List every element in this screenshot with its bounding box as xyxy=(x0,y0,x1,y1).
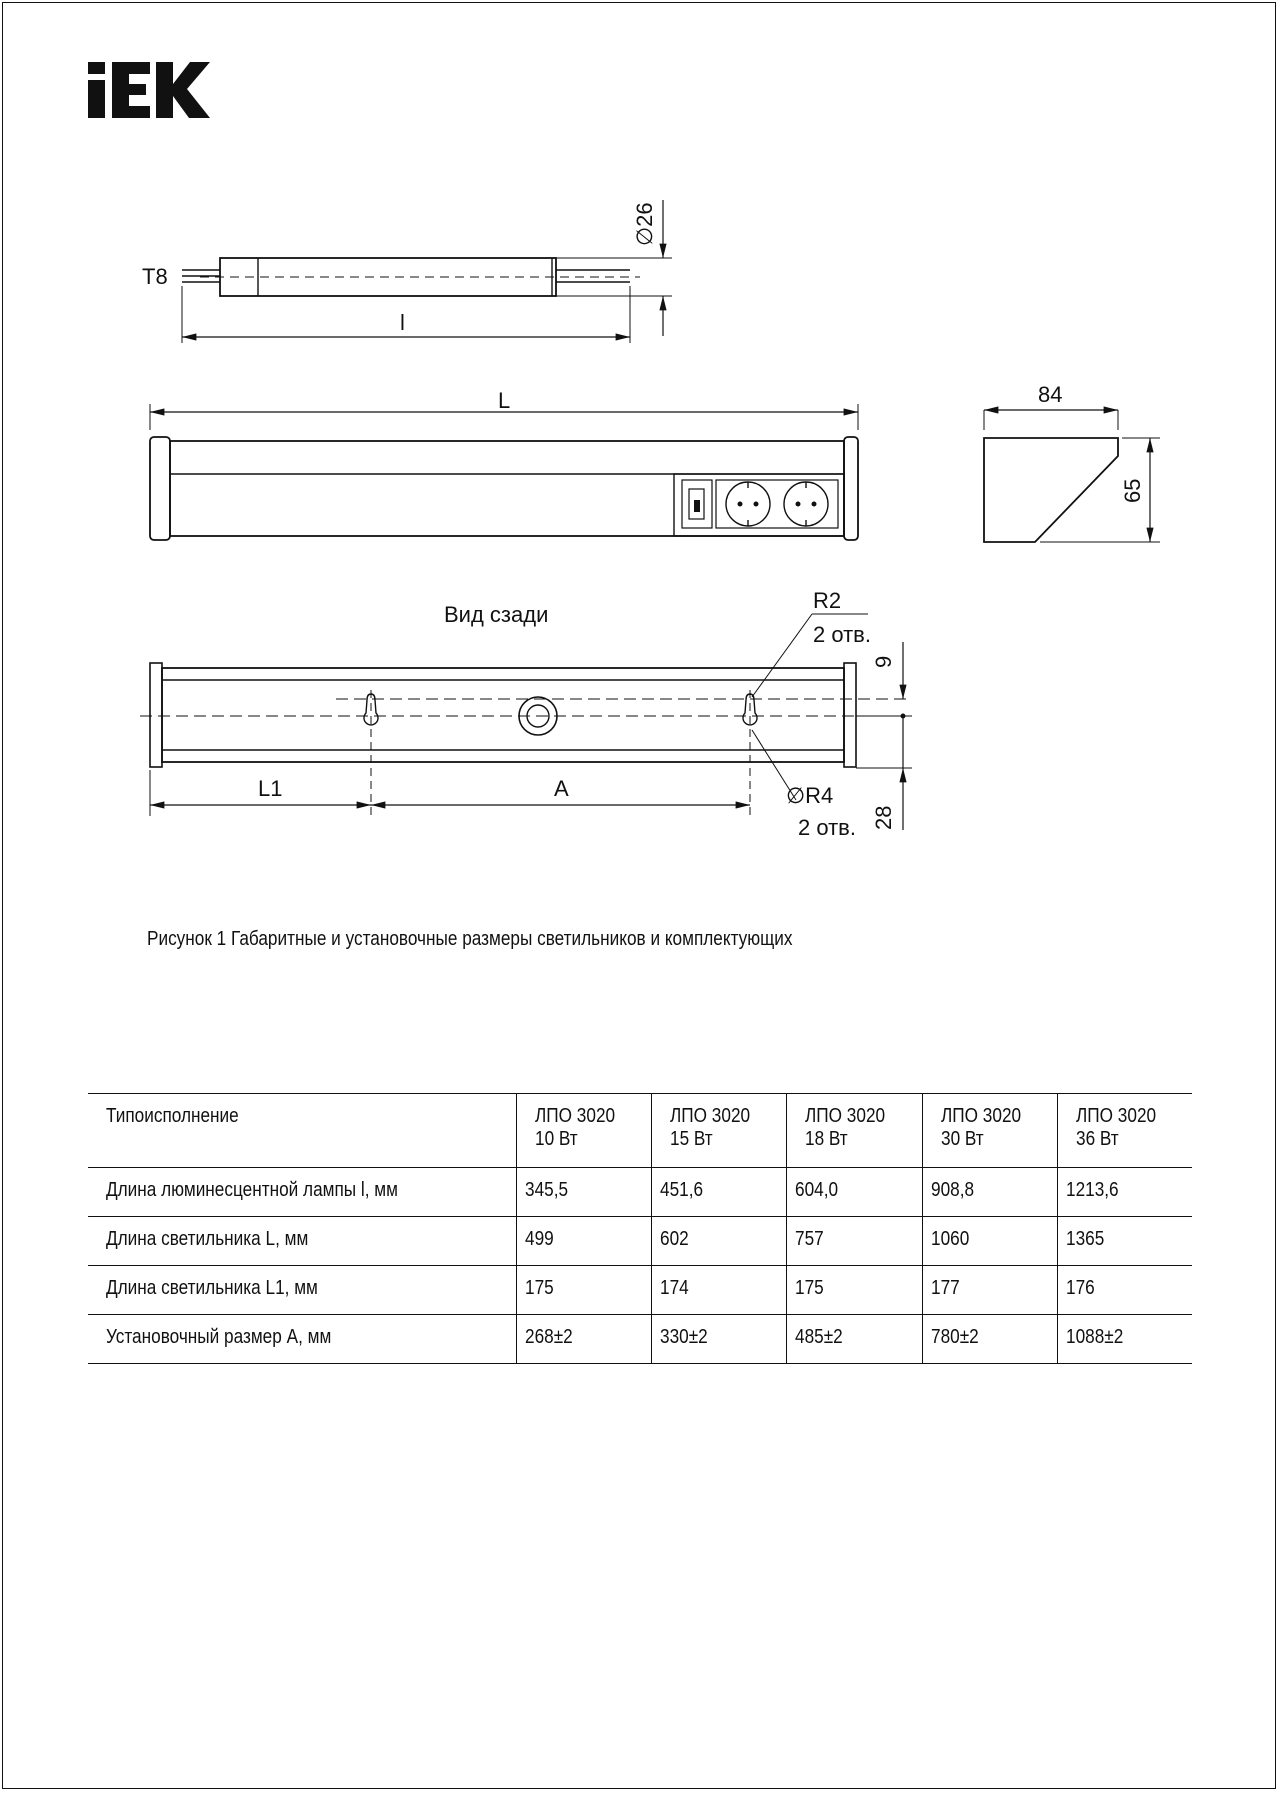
value-cell: 177 xyxy=(922,1266,1057,1315)
value-cell: 604,0 xyxy=(787,1168,922,1217)
rear-offset-label: 9 xyxy=(871,655,896,668)
hole-bottom-count: 2 отв. xyxy=(798,815,856,840)
value-cell: 1365 xyxy=(1057,1217,1192,1266)
luminaire-length-label: L xyxy=(498,388,511,413)
side-width-label: 84 xyxy=(1038,382,1063,407)
value-cell: 1060 xyxy=(922,1217,1057,1266)
lamp-diameter-label: ∅26 xyxy=(632,202,657,246)
table-row xyxy=(88,1168,1192,1217)
value-cell: 780±2 xyxy=(922,1315,1057,1364)
lamp-length-label: l xyxy=(400,310,405,335)
row-label-cell: Установочный размер A, мм xyxy=(106,1326,332,1348)
table-row xyxy=(88,1217,1192,1266)
figure-caption: Рисунок 1 Габаритные и установочные размеры светильников и комплектующих xyxy=(147,928,793,950)
value-cell: 602 xyxy=(652,1217,787,1266)
header-model-cell: ЛПО 3020 30 Вт xyxy=(922,1094,1057,1168)
side-height-label: 65 xyxy=(1120,478,1145,503)
luminaire-side-view xyxy=(984,410,1160,542)
table-row xyxy=(88,1266,1192,1315)
hole-bottom-label: ∅R4 xyxy=(786,783,834,808)
row-label-cell: Длина светильника L, мм xyxy=(106,1228,309,1250)
value-cell: 1088±2 xyxy=(1057,1315,1192,1364)
header-model-cell: ЛПО 3020 18 Вт xyxy=(787,1094,922,1168)
value-cell: 499 xyxy=(517,1217,652,1266)
value-cell: 757 xyxy=(787,1217,922,1266)
hole-top-count: 2 отв. xyxy=(813,622,871,647)
header-label-cell: Типоисполнение xyxy=(106,1105,239,1127)
table-row xyxy=(88,1315,1192,1364)
value-cell: 485±2 xyxy=(787,1315,922,1364)
lamp-type-label: T8 xyxy=(142,264,168,289)
spec-table xyxy=(88,1093,1192,1364)
value-cell: 175 xyxy=(517,1266,652,1315)
value-cell: 174 xyxy=(652,1266,787,1315)
value-cell: 330±2 xyxy=(652,1315,787,1364)
luminaire-front-view xyxy=(150,404,858,540)
rear-a-label: A xyxy=(554,776,569,801)
value-cell: 345,5 xyxy=(517,1168,652,1217)
value-cell: 175 xyxy=(787,1266,922,1315)
rear-height-label: 28 xyxy=(871,805,896,830)
value-cell: 1213,6 xyxy=(1057,1168,1192,1217)
header-model-cell: ЛПО 3020 36 Вт xyxy=(1057,1094,1192,1168)
row-label-cell: Длина светильника L1, мм xyxy=(106,1277,318,1299)
row-label-cell: Длина люминесцентной лампы l, мм xyxy=(106,1179,398,1201)
value-cell: 176 xyxy=(1057,1266,1192,1315)
hole-top-label: R2 xyxy=(813,588,842,613)
value-cell: 268±2 xyxy=(517,1315,652,1364)
header-model-cell: ЛПО 3020 15 Вт xyxy=(652,1094,787,1168)
rear-l1-label: L1 xyxy=(258,776,283,801)
lamp-drawing xyxy=(182,200,672,343)
table-header-row xyxy=(88,1094,1192,1168)
value-cell: 451,6 xyxy=(652,1168,787,1217)
value-cell: 908,8 xyxy=(922,1168,1057,1217)
rear-view-title: Вид сзади xyxy=(444,602,549,627)
header-model-cell: ЛПО 3020 10 Вт xyxy=(517,1094,652,1168)
